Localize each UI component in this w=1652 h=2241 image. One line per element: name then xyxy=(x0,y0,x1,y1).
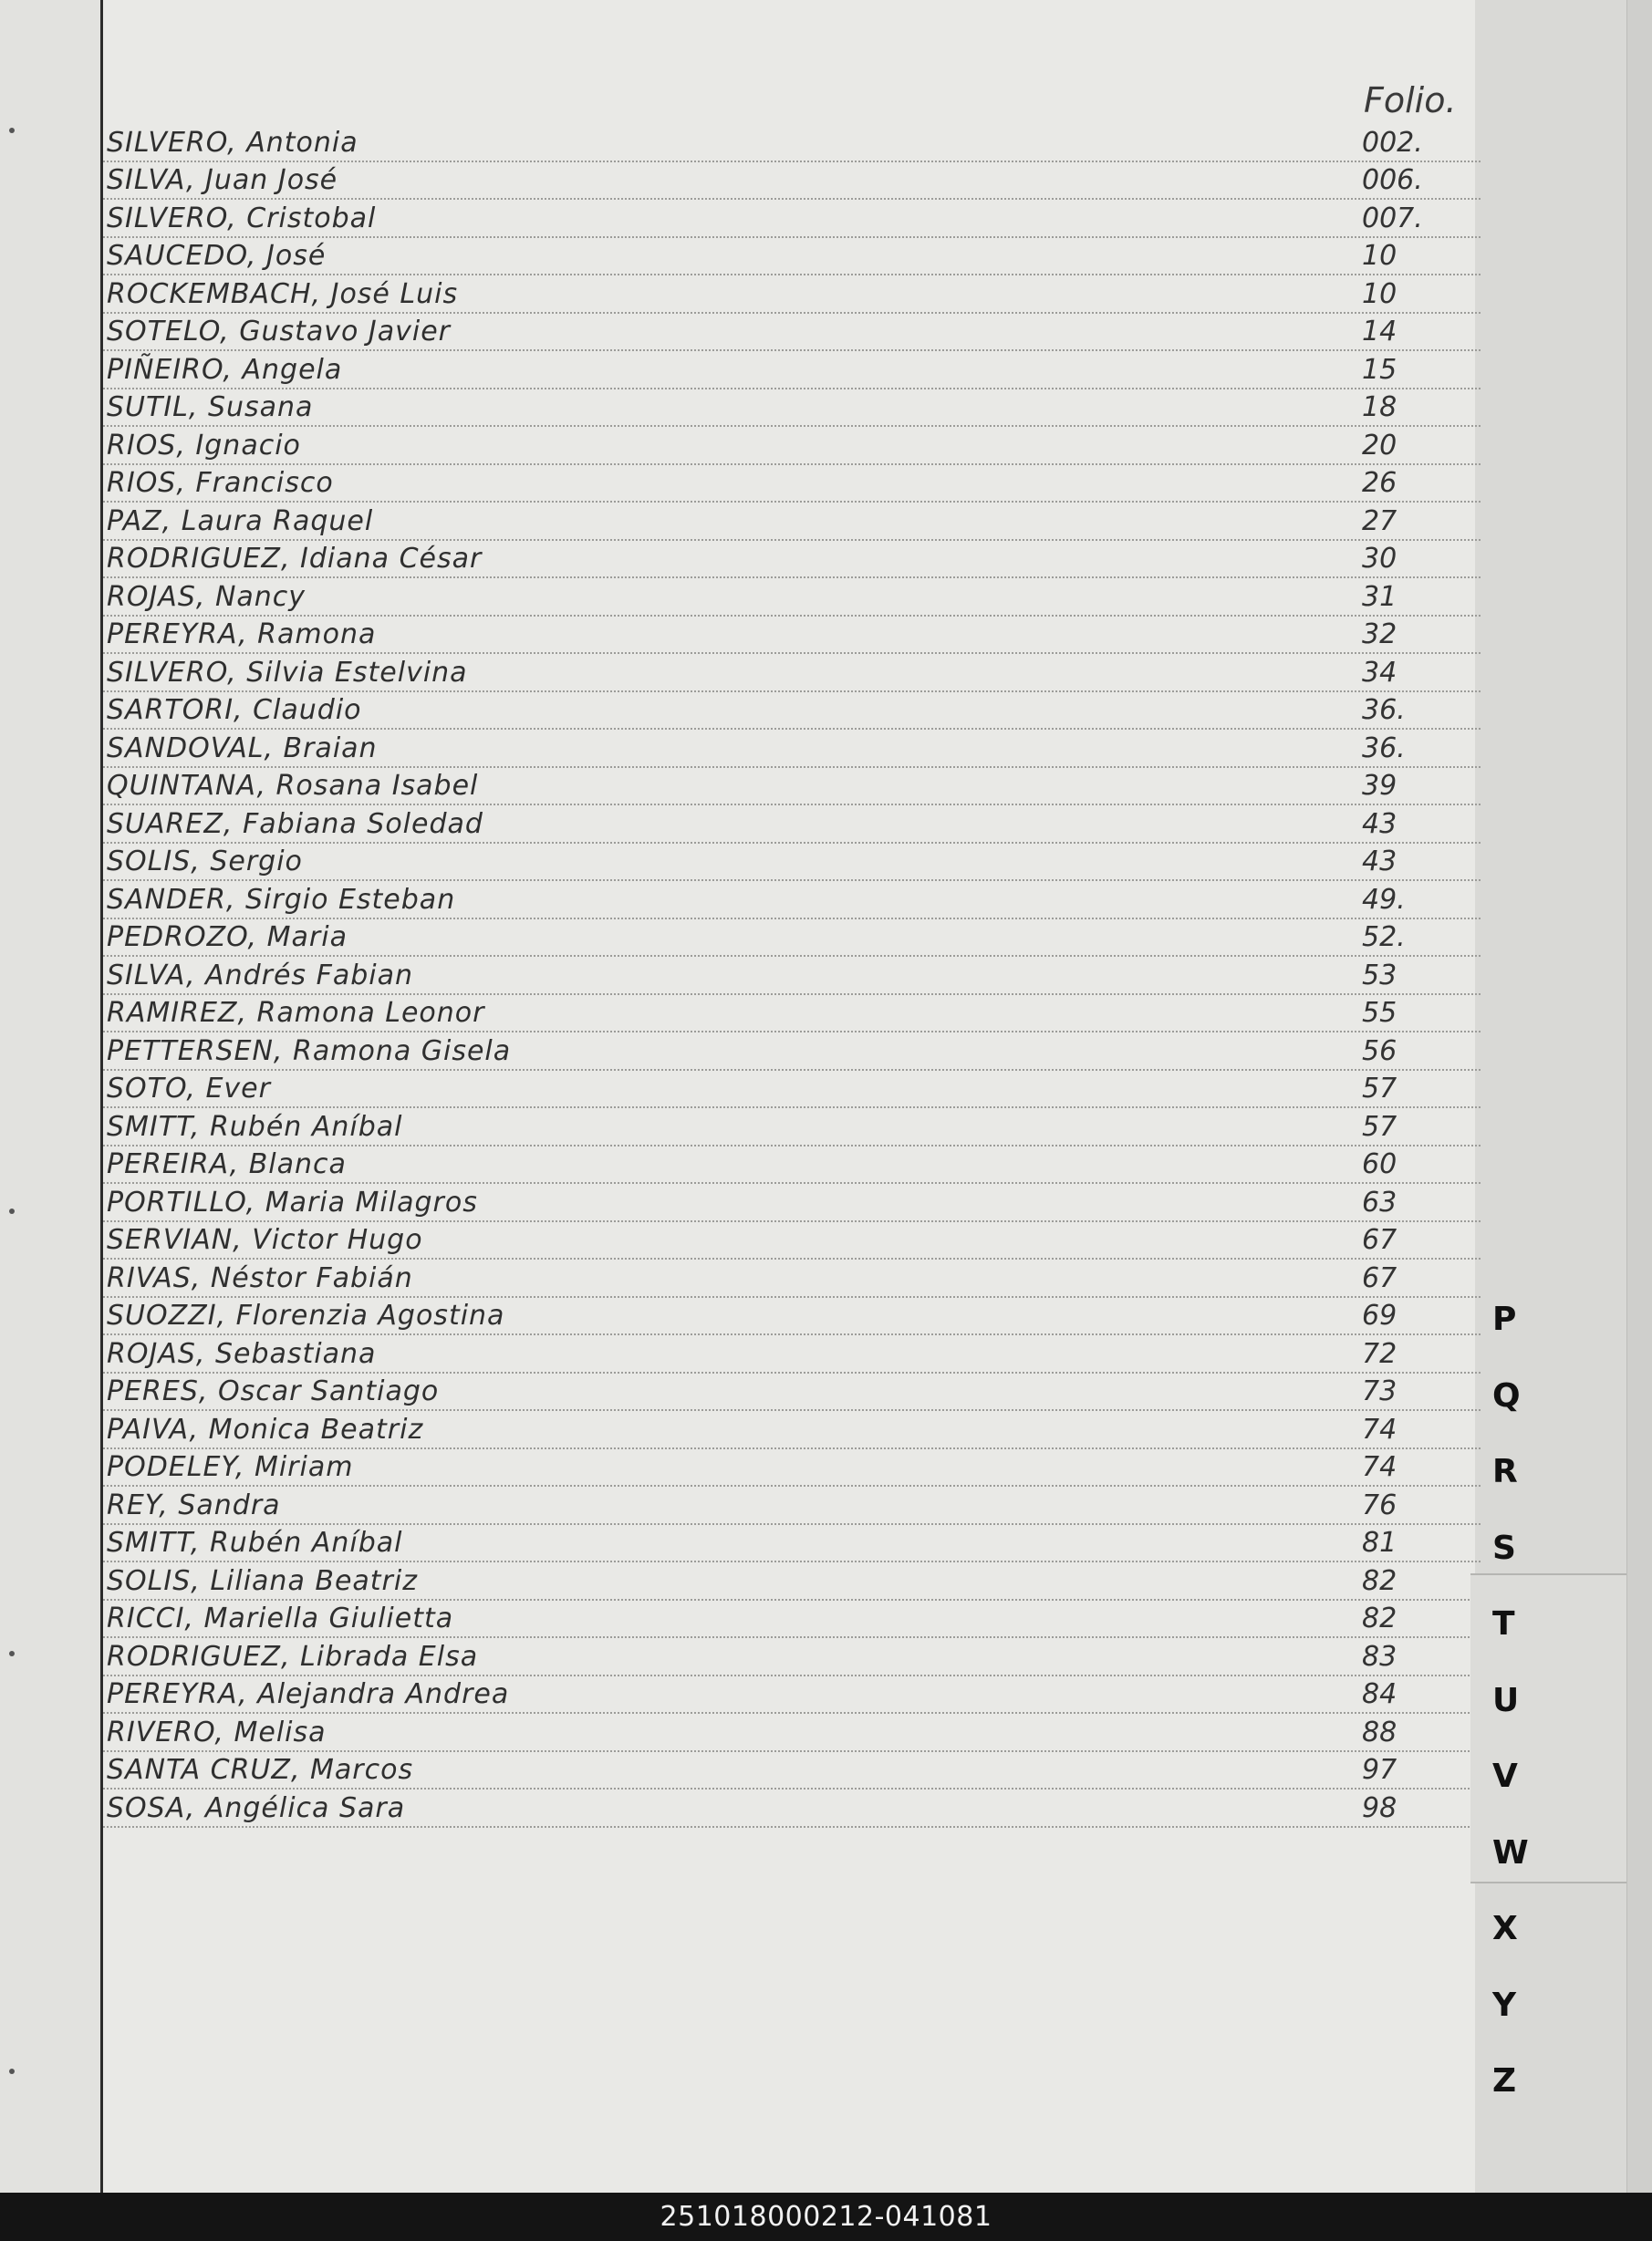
entry-name: REY, Sandra xyxy=(107,1489,281,1521)
entry-name: RIVERO, Melisa xyxy=(107,1716,327,1748)
entry-folio: 74 xyxy=(1362,1451,1397,1483)
list-item xyxy=(103,465,1481,503)
index-tab-u[interactable]: U xyxy=(1492,1681,1520,1719)
entry-name: SARTORI, Claudio xyxy=(107,694,362,726)
entry-name: SANDOVAL, Braian xyxy=(107,731,378,764)
entry-name: RODRIGUEZ, Librada Elsa xyxy=(107,1640,479,1673)
list-item xyxy=(103,1184,1481,1222)
entry-name: PORTILLO, Maria Milagros xyxy=(107,1186,478,1219)
entry-folio: 49. xyxy=(1362,883,1406,916)
entry-folio: 60 xyxy=(1362,1148,1397,1180)
entry-name: RIVAS, Néstor Fabián xyxy=(107,1261,413,1294)
entry-folio: 53 xyxy=(1362,959,1397,991)
entry-folio: 82 xyxy=(1362,1564,1397,1597)
entry-folio: 30 xyxy=(1362,543,1397,575)
entry-name: PODELEY, Miriam xyxy=(107,1451,354,1483)
index-tab-x[interactable]: X xyxy=(1492,1910,1518,1948)
index-tab-s[interactable]: S xyxy=(1492,1529,1516,1567)
entry-folio: 43 xyxy=(1362,807,1397,840)
list-item xyxy=(103,1525,1481,1563)
entry-name: SERVIAN, Victor Hugo xyxy=(107,1224,423,1256)
entry-name: SUTIL, Susana xyxy=(107,391,314,423)
list-item xyxy=(103,275,1481,314)
list-item xyxy=(103,1790,1481,1828)
entry-folio: 69 xyxy=(1362,1300,1397,1332)
list-item xyxy=(103,389,1481,428)
index-tab-z[interactable]: Z xyxy=(1492,2062,1517,2101)
list-item xyxy=(103,1449,1481,1488)
entry-name: SOTELO, Gustavo Javier xyxy=(107,316,451,348)
entry-name: SILVA, Andrés Fabian xyxy=(107,959,414,991)
entry-folio: 006. xyxy=(1362,164,1423,196)
punch-mark xyxy=(9,128,15,133)
list-item xyxy=(103,1032,1481,1071)
list-item xyxy=(103,1374,1481,1412)
index-tab-t[interactable]: T xyxy=(1492,1605,1515,1644)
list-item xyxy=(103,1260,1481,1298)
entry-name: SOSA, Angélica Sara xyxy=(107,1791,406,1824)
list-item xyxy=(103,1071,1481,1109)
list-item xyxy=(103,881,1481,919)
barcode-footer xyxy=(0,2193,1652,2241)
entry-folio: 67 xyxy=(1362,1261,1397,1294)
list-item xyxy=(103,1676,1481,1715)
list-item xyxy=(103,1562,1481,1601)
list-item xyxy=(103,427,1481,465)
entry-folio: 39 xyxy=(1362,770,1397,802)
folio-column-header: Folio. xyxy=(1364,80,1457,120)
list-item xyxy=(103,844,1481,882)
entry-folio: 43 xyxy=(1362,846,1397,877)
entry-folio: 27 xyxy=(1362,504,1397,537)
entry-folio: 52. xyxy=(1362,921,1406,953)
entry-name: PEREYRA, Ramona xyxy=(107,618,377,650)
entry-name: PEDROZO, Maria xyxy=(107,921,348,953)
index-tab-p[interactable]: P xyxy=(1492,1301,1517,1339)
alphabet-index xyxy=(1470,1281,1626,2120)
list-item xyxy=(103,200,1481,238)
list-item xyxy=(103,578,1481,617)
entry-name: PEREIRA, Blanca xyxy=(107,1148,347,1180)
entry-name: SILVA, Juan José xyxy=(107,164,338,196)
entry-name: SILVERO, Cristobal xyxy=(107,202,377,234)
list-item xyxy=(103,1714,1481,1752)
entry-folio: 10 xyxy=(1362,240,1397,272)
entry-name: ROCKEMBACH, José Luis xyxy=(107,277,459,310)
entry-folio: 63 xyxy=(1362,1186,1397,1219)
entry-name: ROJAS, Sebastiana xyxy=(107,1337,377,1370)
entry-folio: 18 xyxy=(1362,391,1397,423)
entry-folio: 36. xyxy=(1362,694,1406,726)
entry-name: SANTA CRUZ, Marcos xyxy=(107,1754,414,1786)
entry-name: SOTO, Ever xyxy=(107,1073,271,1105)
list-item xyxy=(103,1752,1481,1790)
list-item xyxy=(103,805,1481,844)
entry-name: SOLIS, Sergio xyxy=(107,846,303,877)
document-id: 251018000212-041081 xyxy=(660,2201,992,2233)
entry-folio: 14 xyxy=(1362,316,1397,348)
list-item xyxy=(103,503,1481,541)
entry-name: PIÑEIRO, Angela xyxy=(107,353,343,386)
entry-name: QUINTANA, Rosana Isabel xyxy=(107,770,479,802)
list-item xyxy=(103,617,1481,655)
entry-folio: 31 xyxy=(1362,580,1397,613)
entry-folio: 72 xyxy=(1362,1337,1397,1370)
entry-folio: 73 xyxy=(1362,1375,1397,1407)
entry-folio: 36. xyxy=(1362,731,1406,764)
punch-mark xyxy=(9,1651,15,1656)
entry-name: PEREYRA, Alejandra Andrea xyxy=(107,1678,510,1710)
entry-name: SAUCEDO, José xyxy=(107,240,327,272)
entry-folio: 56 xyxy=(1362,1034,1397,1067)
list-item xyxy=(103,768,1481,806)
list-item xyxy=(103,351,1481,389)
entry-name: RIOS, Francisco xyxy=(107,467,334,499)
list-item xyxy=(103,1487,1481,1525)
entry-folio: 26 xyxy=(1362,467,1397,499)
entry-name: RIOS, Ignacio xyxy=(107,429,301,462)
entry-name: ROJAS, Nancy xyxy=(107,580,307,613)
list-item xyxy=(103,919,1481,958)
entry-folio: 74 xyxy=(1362,1413,1397,1446)
punch-mark xyxy=(9,1209,15,1214)
list-item xyxy=(103,238,1481,276)
entry-name: SANDER, Sirgio Esteban xyxy=(107,883,456,916)
entry-folio: 82 xyxy=(1362,1603,1397,1634)
entry-name: SMITT, Rubén Aníbal xyxy=(107,1527,403,1559)
list-item xyxy=(103,957,1481,995)
entry-name: RODRIGUEZ, Idiana César xyxy=(107,543,483,575)
entry-folio: 83 xyxy=(1362,1640,1397,1673)
entry-folio: 88 xyxy=(1362,1716,1397,1748)
index-tab-w[interactable]: W xyxy=(1492,1833,1529,1872)
list-item xyxy=(103,1335,1481,1374)
list-item xyxy=(103,692,1481,731)
entry-name: PAZ, Laura Raquel xyxy=(107,504,374,537)
entry-name: SUAREZ, Fabiana Soledad xyxy=(107,807,483,840)
entry-folio: 007. xyxy=(1362,202,1423,234)
entry-folio: 81 xyxy=(1362,1527,1397,1559)
page-right-edge xyxy=(1626,0,1652,2193)
entry-folio: 34 xyxy=(1362,656,1397,689)
entry-folio: 10 xyxy=(1362,277,1397,310)
entry-name: SOLIS, Liliana Beatriz xyxy=(107,1564,418,1597)
list-item xyxy=(103,1146,1481,1185)
entry-folio: 55 xyxy=(1362,997,1397,1029)
entry-folio: 67 xyxy=(1362,1224,1397,1256)
entry-name: SILVERO, Silvia Estelvina xyxy=(107,656,468,689)
list-item xyxy=(103,730,1481,768)
binding-margin xyxy=(0,0,100,2193)
entry-name: SMITT, Rubén Aníbal xyxy=(107,1110,403,1143)
entry-name: SUOZZI, Florenzia Agostina xyxy=(107,1300,505,1332)
list-item xyxy=(103,1411,1481,1449)
entry-folio: 32 xyxy=(1362,618,1397,650)
list-item xyxy=(103,162,1481,201)
list-item xyxy=(103,1108,1481,1146)
index-tab-v[interactable]: V xyxy=(1492,1758,1518,1796)
list-item xyxy=(103,654,1481,692)
entry-folio: 57 xyxy=(1362,1110,1397,1143)
entry-folio: 002. xyxy=(1362,126,1423,159)
entry-folio: 84 xyxy=(1362,1678,1397,1710)
name-list xyxy=(103,124,1481,1828)
entry-name: PETTERSEN, Ramona Gisela xyxy=(107,1034,512,1067)
list-item xyxy=(103,1222,1481,1261)
index-tab-y[interactable]: Y xyxy=(1492,1986,1517,2024)
entry-folio: 76 xyxy=(1362,1489,1397,1521)
entry-name: RAMIREZ, Ramona Leonor xyxy=(107,997,485,1029)
entry-name: PERES, Oscar Santiago xyxy=(107,1375,440,1407)
list-item xyxy=(103,124,1481,162)
index-tab-r[interactable]: R xyxy=(1492,1453,1518,1491)
list-item xyxy=(103,995,1481,1033)
entry-folio: 15 xyxy=(1362,353,1397,386)
entry-folio: 20 xyxy=(1362,429,1397,462)
index-tab-q[interactable]: Q xyxy=(1492,1376,1521,1415)
entry-folio: 98 xyxy=(1362,1791,1397,1824)
entry-folio: 57 xyxy=(1362,1073,1397,1105)
list-item xyxy=(103,1601,1481,1639)
list-item xyxy=(103,314,1481,352)
entry-folio: 97 xyxy=(1362,1754,1397,1786)
punch-mark xyxy=(9,2069,15,2074)
entry-name: PAIVA, Monica Beatriz xyxy=(107,1413,424,1446)
entry-name: RICCI, Mariella Giulietta xyxy=(107,1603,454,1634)
list-item xyxy=(103,541,1481,579)
list-item xyxy=(103,1298,1481,1336)
entry-name: SILVERO, Antonia xyxy=(107,126,358,159)
list-item xyxy=(103,1638,1481,1676)
